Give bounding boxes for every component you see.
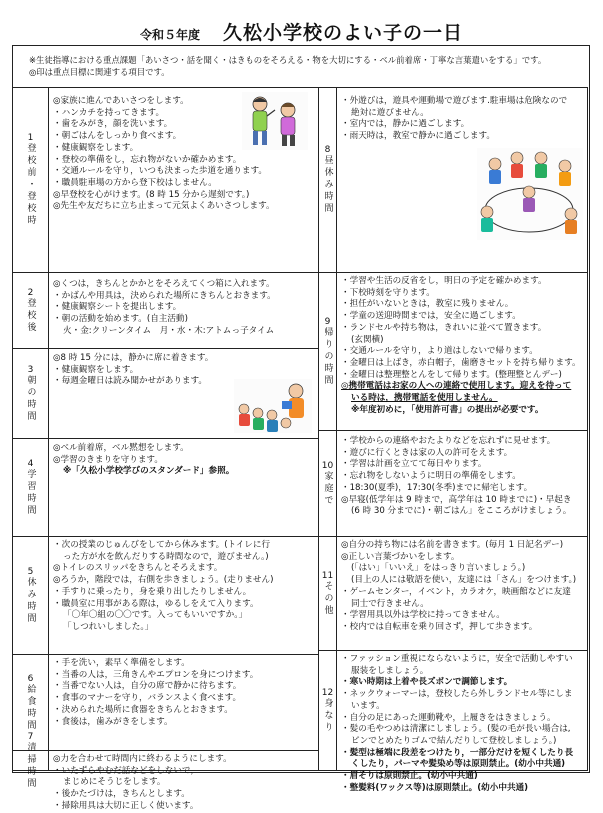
jump-rope-illustration-icon [477, 148, 583, 240]
section-label-1 [13, 88, 49, 273]
rule-line: (6 時 30 分までに)・朝ごはん」をこころがけましょう。 [351, 506, 572, 517]
section-label-7 [13, 731, 49, 790]
section-title: 登校前・登校時 [25, 143, 36, 227]
rule-line: ◎トイレのスリッパをきちんとそろえます。 [53, 563, 223, 574]
rule-line: ◎力を合わせて時間内に終わるようにします。 [53, 754, 232, 764]
rule-line: ・掃除用具は大切に正しく使います。 [53, 800, 199, 811]
section-title: 朝の時間 [25, 374, 36, 423]
rule-line: ・かばんや用具は，決められた場所にきちんとおきます。 [53, 290, 276, 301]
section-body-3 [49, 349, 319, 439]
rule-line: ・髪の毛やつめは清潔にしましょう。(髪の毛が長い場合は, [341, 724, 571, 735]
section-body-12 [337, 651, 588, 793]
rule-line: ※年度初めに，「使用許可書」の提出が必要です。 [351, 404, 544, 415]
rule-line: くしたり，パーマや髪染め等は原則禁止。(幼小中共通) [351, 759, 566, 770]
rule-line: ・髪型は極端に段差をつけたり，一部分だけを短くしたり長 [341, 747, 574, 758]
section-title: 登校後 [25, 297, 36, 334]
greeting-illustration-icon [242, 92, 308, 150]
section-title: 昼休み時間 [322, 155, 333, 215]
rule-line: ・食事のマナーを守り，バランスよく食べます。 [53, 693, 242, 704]
rule-line: ・室内では，静かに過ごします。 [341, 119, 470, 130]
section-number: 11 [321, 570, 334, 581]
rule-line: ・雨天時は，教室で静かに過ごします。 [341, 131, 496, 142]
rule-line: ◎学習のきまりを守ります。 [53, 454, 163, 465]
section-body-1 [49, 88, 319, 273]
section-number: 5 [27, 566, 34, 577]
reading-circle-illustration-icon [234, 379, 312, 433]
section-title: その他 [322, 580, 333, 617]
section-body-2 [49, 273, 319, 349]
section-label-2 [13, 273, 49, 349]
rule-line: ◎携帯電話はお家の人への連絡で使用します。迎えを待って [341, 381, 572, 392]
rule-line: まじめにそうじをします。 [63, 777, 166, 788]
rule-line: ・後かたづけは，きちんとします。 [53, 789, 190, 800]
rule-line: ・遊びに行くときは家の人の許可をえます。 [341, 447, 513, 458]
rule-line: ◎くつは，きちんとかかとをそろえてくつ箱に入れます。 [53, 279, 275, 289]
rule-line: ・食後は，歯みがきをします。 [53, 716, 173, 727]
rule-line: ・手すりに乗ったり，身を乗り出したりしません。 [53, 586, 252, 597]
rule-line: (目上の人には敬語を使い，友達には「さん」をつけます。) [351, 575, 577, 586]
section-number: 7 [27, 731, 34, 742]
rule-line: ・自分の足にあった運動靴や，上履きをはきましょう。 [341, 712, 556, 723]
note-line: ◎印は重点目標に関連する項目です。 [29, 67, 170, 77]
section-body-6 [49, 655, 319, 751]
fiscal-year: 令和５年度 [139, 28, 200, 42]
rule-line: ・校内では自転車を乗り回さず，押して歩きます。 [341, 621, 538, 632]
rule-line: ◎ベル前着席，ベル黙想をします。 [53, 443, 189, 453]
rule-line: いる時は，携帯電話を使用しません。 [351, 393, 498, 404]
rule-line: ・整髪料(ワックス等)は原則禁止。(幼小中共通) [341, 782, 529, 793]
note-box [13, 46, 588, 88]
section-number: 12 [321, 687, 334, 698]
section-body-5 [49, 537, 319, 655]
rule-line: ・金曜日は整理整とんをして帰ります。(整理整とんデー) [341, 369, 562, 380]
rule-line: ・職員室に用事がある際は，ゆるしをえて入ります。 [53, 598, 259, 609]
rule-line: ・交通ルールを守り，いつも決まった歩道を通ります。 [53, 166, 267, 177]
rule-line: ・当番の人は，三角きんやエプロンを身につけます。 [53, 669, 259, 680]
schedule-table [12, 45, 590, 811]
rule-line: ・学習用具以外は学校に持ってきません。 [341, 610, 505, 621]
rule-line: ◎早寝(低学年は 9 時まで，高学年は 10 時までに)・早起き [341, 494, 572, 505]
section-number: 10 [321, 460, 334, 471]
rule-line: 「しつれいしました。」 [63, 621, 154, 632]
rule-line: ※「久松小学校学びのスタンダード」参照。 [63, 466, 235, 477]
rule-line: ・歯をみがき，顔を洗います。 [53, 119, 173, 130]
section-body-8 [337, 88, 588, 273]
section-label-11 [319, 537, 337, 651]
rule-line: ・朝ごはんをしっかり食べます。 [53, 131, 182, 142]
rule-line: ・職員駐車場の方から登下校はしません。 [53, 177, 217, 188]
rule-line: ・忘れ物をしないように明日の準備をします。 [341, 471, 521, 482]
section-title: 家庭で [322, 470, 333, 507]
section-title: 帰りの時間 [322, 326, 333, 387]
rule-line: ◎先生や友だちに立ち止まって元気よくあいさつします。 [53, 201, 275, 212]
rule-line: ・決められた場所に食器をきちんとおきます。 [53, 704, 233, 715]
rule-line: ・毎週金曜日は読み聞かせがあります。 [53, 376, 208, 387]
rule-line: ・健康観察をします。 [53, 364, 139, 375]
rule-line: ・担任がいないときは，教室に残りません。 [341, 299, 514, 310]
rule-line: ◎自分の持ち物には名前を書きます。(毎月 1 日記名デー) [341, 540, 564, 550]
rule-line: ・眉そりは原則禁止。(幼小中共通) [341, 771, 478, 782]
rule-line: ・いたずらやむだ話などをしないで， [53, 765, 199, 776]
section-label-8 [319, 88, 337, 273]
section-title: 清掃時間 [25, 741, 36, 790]
rule-line: ・学習や生活の反省をし，明日の予定を確かめます。 [341, 276, 547, 286]
section-label-12 [319, 651, 337, 771]
rule-line: 絶対に遊びません。 [351, 107, 429, 118]
section-label-5 [13, 537, 49, 655]
section-title: 学習時間 [25, 468, 36, 517]
rule-line: ・ファッション重視にならないように，安全で活動しやすい [341, 654, 573, 664]
section-body-7 [49, 751, 319, 811]
section-number: 2 [27, 287, 34, 298]
rule-line: ・交通ルールを守り，より道はしないで帰ります。 [341, 346, 538, 357]
rule-line: ・登校の準備をし，忘れ物がないか確かめます。 [53, 154, 242, 165]
rule-line: ・手を洗い，素早く準備をします。 [53, 658, 190, 668]
rule-line: 服装をしましょう。 [351, 665, 429, 676]
rule-line: ・健康観察をします。 [53, 142, 139, 153]
section-number: 4 [27, 458, 34, 469]
section-number: 8 [324, 145, 331, 155]
section-label-4 [13, 439, 49, 537]
section-body-4 [49, 439, 319, 537]
note-line: ※生徒指導における重点課題「あいさつ・話を聞く・はきものをそろえる・物を大切にする・ベル前着席・丁寧な言葉遣いをする」です。 [29, 55, 547, 65]
rule-line: ◎8 時 15 分には，静かに席に着きます。 [53, 353, 214, 363]
rule-line: (玄関横) [351, 334, 384, 345]
rule-line: ・寒い時期は上着や長ズボンで調節します。 [341, 677, 513, 688]
section-number: 6 [27, 673, 34, 684]
section-number: 1 [27, 133, 34, 143]
rule-line: ・健康観察シートを提出します。 [53, 302, 182, 313]
section-body-10 [337, 431, 588, 537]
rule-line: ・ネックウォーマーは，登校したら外しランドセル等にしま [341, 689, 573, 700]
rule-line: 「〇年〇組の〇〇です。入ってもいいですか。」 [63, 610, 248, 621]
section-title: 給食時間 [25, 683, 36, 732]
rule-line: ・次の授業のじゅんびをしてから休みます。(トイレに行 [53, 540, 271, 550]
section-label-9 [319, 273, 337, 431]
rule-line: ◎ろうか，階段では，右側を歩きましょう。(走りません) [53, 575, 274, 586]
section-label-3 [13, 349, 49, 439]
rule-line: ・ハンカチを持ってきます。 [53, 107, 165, 118]
rule-line: ・朝の活動を始めます。(自主活動) [53, 314, 188, 325]
rule-line: った方が水を飲んだりする時間なので，遊びません。) [63, 551, 269, 562]
rule-line: ・学童の送迎時間までは，安全に過ごします。 [341, 311, 521, 322]
rule-line: ・外遊びは，遊具や運動場で遊びます.駐車場は危険なので [341, 96, 568, 106]
rule-line: 同士で行きません。 [351, 598, 429, 609]
rule-line: ・18:30(夏季)，17:30(冬季)までに帰宅します。 [341, 482, 533, 493]
section-label-10 [319, 431, 337, 537]
rule-line: ・下校時刻を守ります。 [341, 287, 435, 298]
rule-line: (「はい」「いいえ」をはっきり言いましょう。) [351, 563, 526, 574]
rule-line: ◎家族に進んであいさつをします。 [53, 96, 189, 106]
section-number: 9 [324, 316, 331, 327]
document-title [0, 18, 603, 45]
rule-line: ピンでとめたりゴムで結んだりして登校しましょう。) [351, 735, 557, 746]
rule-line: ・学習は計画を立てて毎日やります。 [341, 459, 487, 470]
rule-line: ◎早登校を心がけます。(8 時 15 分から遅刻です。) [53, 189, 250, 200]
rule-line: ・金曜日は上ばき，赤白帽子，歯磨きセットを持ち帰ります。 [341, 357, 581, 368]
rule-line: います。 [351, 700, 385, 711]
section-body-9 [337, 273, 588, 431]
section-title: 休み時間 [25, 576, 36, 625]
rule-line: ・学校からの連絡やおたよりなどを忘れずに見せます。 [341, 436, 556, 446]
section-title: 身なり [322, 697, 333, 734]
section-number: 3 [27, 364, 34, 375]
rule-line: ・ゲームセンター，イベント，カラオケ，映画館などに友達 [341, 586, 571, 597]
rule-line: ◎正しい言葉づかいをします。 [341, 551, 460, 562]
rule-line: ・当番でない人は，自分の席で静かに待ちます。 [53, 681, 242, 692]
page-title: 久松小学校のよい子の一日 [223, 22, 464, 44]
rule-line: 火・金:クリーンタイム 月・水・木:アトムっ子タイム [63, 325, 275, 336]
section-body-11 [337, 537, 588, 651]
rule-line: ・ランドセルや持ち物は，きれいに並べて置きます。 [341, 322, 547, 333]
